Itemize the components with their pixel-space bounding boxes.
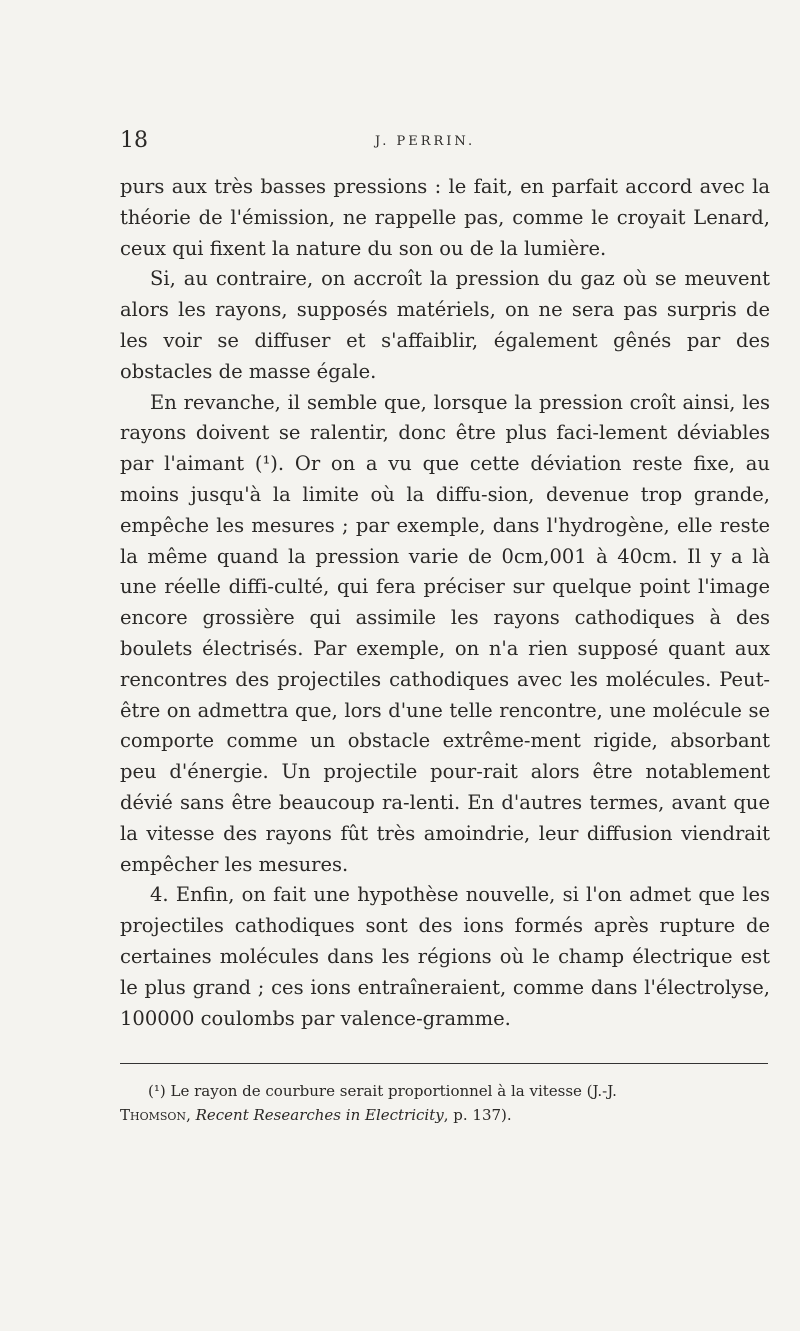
paragraph-1: purs aux très basses pressions : le fait, en parfait accord avec la théorie de l'émission, ne rappelle pas, comme le croyait Lenard, ceux qui fixent la nature du son ou de la lumière. [120, 175, 770, 260]
running-head: J. PERRIN. [375, 134, 476, 149]
footnote-text: Le rayon de courbure serait proportionnel à la vitesse (J.-J. [170, 1082, 617, 1100]
paragraph-3: En revanche, il semble que, lorsque la pression croît ainsi, les rayons doivent se ralentir, donc être plus faci-lement déviables par l'aimant (¹). Or on a vu que cette déviation reste fixe, au moins jusqu'à la limite où la diffu-sion, devenue trop grande, empêche les mesures ; par exemple, dans l'hydrogène, elle reste la même quand la pression varie de 0cm,001 à 40cm. Il y a là une réelle diffi-culté, qui fera préciser sur quelque point l'image encore grossière qui assimile les rayons cathodiques à des boulets électrisés. Par exemple, on n'a rien supposé quant aux rencontres des projectiles cathodiques avec les molécules. Peut-être on admettra que, lors d'une telle rencontre, une molécule se comporte comme un obstacle extrême-ment rigide, absorbant peu d'énergie. Un projectile pour-rait alors être notablement dévié sans être beaucoup ra-lenti. En d'autres termes, avant que la vitesse des rayons fût très amoindrie, leur diffusion viendrait empêcher les mesures. [120, 390, 770, 876]
footnote-page-ref: , p. 137). [443, 1106, 512, 1124]
footnote-marker: (¹) [148, 1082, 166, 1100]
footnote-continuation: Thomson, Recent Researches in Electricity, p. 137). [120, 1106, 512, 1124]
body-text [120, 172, 770, 1034]
page-header [0, 128, 800, 168]
footnote-rule [120, 1063, 768, 1064]
paragraph-4: 4. Enfin, on fait une hypothèse nouvelle, si l'on admet que les projectiles cathodiques sont des ions formés après rupture de certaines molécules dans les régions où le champ électrique est le plus grand ; ces ions entraîneraient, comme dans l'électrolyse, 100000 coulombs par valence-gramme. [120, 883, 770, 1030]
footnote-title: Recent Researches in Electricity [195, 1106, 444, 1124]
page-number: 18 [120, 128, 148, 153]
paragraph-2: Si, au contraire, on accroît la pression du gaz où se meuvent alors les rayons, supposés matériels, on ne sera pas surpris de les voir se diffuser et s'affaiblir, également gênés par des obstacles de masse égale. [120, 267, 770, 383]
footnote-author: Thomson [120, 1106, 187, 1124]
footnote [148, 1080, 770, 1103]
